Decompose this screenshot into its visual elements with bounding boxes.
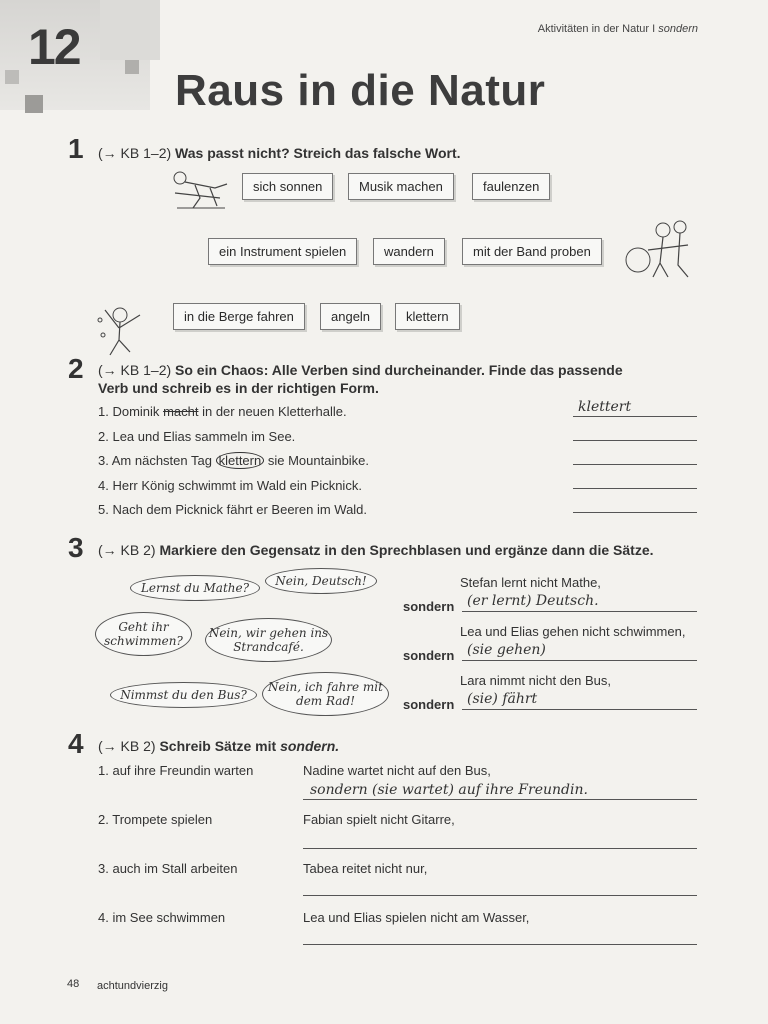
task1-number: 1 bbox=[68, 133, 84, 164]
answer-line[interactable] bbox=[573, 464, 697, 465]
item-text: Nach dem Picknick fährt er Beeren im Wald. bbox=[112, 502, 368, 517]
item-text: Herr König schwimmt im Wald ein Picknick. bbox=[112, 478, 362, 493]
answer-line[interactable] bbox=[462, 611, 697, 612]
speech-bubble: Nein, Deutsch! bbox=[265, 568, 377, 594]
item-number: 1. bbox=[98, 404, 109, 419]
word-card[interactable]: Musik machen bbox=[348, 173, 454, 200]
task4-sentence: Fabian spielt nicht Gitarre, bbox=[303, 812, 455, 827]
page-number: 48 bbox=[67, 978, 80, 990]
speech-bubble: Lernst du Mathe? bbox=[130, 575, 260, 601]
task1-instruction: Was passt nicht? Streich das falsche Wort. bbox=[175, 145, 461, 161]
climber-illustration bbox=[95, 290, 155, 360]
word-card[interactable]: klettern bbox=[395, 303, 460, 330]
decor-square bbox=[25, 95, 43, 113]
speech-bubble: Nein, wir gehen ins Strandcafé. bbox=[205, 618, 332, 662]
task3-heading bbox=[98, 541, 654, 559]
answer-line[interactable] bbox=[462, 709, 697, 710]
item-number: 5. bbox=[98, 502, 109, 517]
word-card[interactable]: wandern bbox=[373, 238, 445, 265]
task2-item bbox=[98, 502, 367, 517]
word-card[interactable]: sich sonnen bbox=[242, 173, 333, 200]
task2-item bbox=[98, 478, 362, 493]
task4-cue bbox=[98, 812, 212, 827]
answer-line[interactable] bbox=[303, 895, 697, 896]
task4-instruction: Schreib Sätze mit bbox=[159, 738, 277, 754]
page-number-word: achtundvierzig bbox=[97, 980, 168, 992]
header-topic bbox=[538, 23, 698, 35]
decor-square bbox=[5, 70, 19, 84]
item-text: Dominik bbox=[112, 404, 160, 419]
item-cue: Trompete spielen bbox=[112, 812, 213, 827]
connector: sondern bbox=[403, 697, 455, 712]
word-card[interactable]: in die Berge fahren bbox=[173, 303, 305, 330]
task1-kb: (→ KB 1–2) bbox=[98, 145, 172, 161]
word-card[interactable]: mit der Band proben bbox=[462, 238, 602, 265]
answer-line[interactable] bbox=[573, 512, 697, 513]
task2-instruction-2: Verb und schreib es in der richtigen Form. bbox=[98, 380, 379, 396]
task2-item bbox=[98, 429, 295, 444]
circled-word: klettern bbox=[216, 452, 265, 469]
task3-sentence: Lea und Elias gehen nicht schwimmen, bbox=[460, 624, 686, 639]
musicians-illustration bbox=[618, 215, 698, 280]
speech-bubble: Geht ihr schwimmen? bbox=[95, 612, 192, 656]
task3-number: 3 bbox=[68, 532, 84, 563]
speech-bubble: Nein, ich fahre mit dem Rad! bbox=[262, 672, 389, 716]
answer-text: (er lernt) Deutsch. bbox=[467, 593, 599, 609]
task4-cue bbox=[98, 861, 237, 876]
answer-text: klettert bbox=[578, 399, 632, 415]
chapter-background-block bbox=[100, 0, 160, 60]
answer-line[interactable] bbox=[462, 660, 697, 661]
connector: sondern bbox=[403, 648, 455, 663]
item-text: Am nächsten Tag bbox=[111, 453, 212, 468]
connector: sondern bbox=[403, 599, 455, 614]
item-text: sie Mountainbike. bbox=[267, 453, 370, 468]
task2-heading bbox=[98, 361, 698, 397]
task2-item bbox=[98, 404, 347, 419]
speech-bubble: Nimmst du den Bus? bbox=[110, 682, 257, 708]
item-number: 3. bbox=[98, 453, 109, 468]
task3-sentence: Lara nimmt nicht den Bus, bbox=[460, 673, 612, 688]
answer-line[interactable] bbox=[303, 944, 697, 945]
item-text: Lea und Elias sammeln im See. bbox=[112, 429, 296, 444]
item-cue: auch im Stall arbeiten bbox=[112, 861, 238, 876]
answer-line[interactable] bbox=[573, 488, 697, 489]
task2-item bbox=[98, 453, 369, 468]
word-card[interactable]: faulenzen bbox=[472, 173, 550, 200]
header-topic-text: Aktivitäten in der Natur I bbox=[537, 23, 656, 35]
task2-number: 2 bbox=[68, 353, 84, 384]
task2-instruction-1: So ein Chaos: Alle Verben sind durcheinander. Finde das passende bbox=[175, 362, 623, 378]
task4-kb: (→ KB 2) bbox=[98, 738, 156, 754]
item-number: 4. bbox=[98, 910, 109, 925]
struck-word: macht bbox=[163, 404, 199, 419]
item-number: 3. bbox=[98, 861, 109, 876]
item-number: 2. bbox=[98, 429, 109, 444]
answer-text: sondern (sie wartet) auf ihre Freundin. bbox=[310, 782, 588, 798]
item-text: in der neuen Kletterhalle. bbox=[202, 404, 347, 419]
answer-line[interactable] bbox=[303, 848, 697, 849]
task4-cue bbox=[98, 910, 225, 925]
header-topic-italic: sondern bbox=[658, 23, 698, 35]
answer-line[interactable] bbox=[573, 440, 697, 441]
answer-text: (sie gehen) bbox=[467, 642, 546, 658]
item-number: 1. bbox=[98, 763, 109, 778]
task3-sentence: Stefan lernt nicht Mathe, bbox=[460, 575, 601, 590]
answer-line[interactable] bbox=[573, 416, 697, 417]
task4-heading bbox=[98, 737, 339, 755]
decor-square bbox=[125, 60, 139, 74]
word-card[interactable]: ein Instrument spielen bbox=[208, 238, 357, 265]
task4-sentence: Tabea reitet nicht nur, bbox=[303, 861, 428, 876]
task2-kb: (→ KB 1–2) bbox=[98, 362, 172, 378]
task1-heading bbox=[98, 144, 461, 162]
task4-instruction-italic: sondern. bbox=[280, 738, 340, 754]
item-number: 4. bbox=[98, 478, 109, 493]
item-number: 2. bbox=[98, 812, 109, 827]
item-cue: auf ihre Freundin warten bbox=[112, 763, 254, 778]
task4-sentence: Nadine wartet nicht auf den Bus, bbox=[303, 763, 491, 778]
task4-cue bbox=[98, 763, 253, 778]
task4-sentence: Lea und Elias spielen nicht am Wasser, bbox=[303, 910, 530, 925]
task3-instruction: Markiere den Gegensatz in den Sprechblasen und ergänze dann die Sätze. bbox=[159, 542, 654, 558]
answer-line[interactable] bbox=[303, 799, 697, 800]
item-cue: im See schwimmen bbox=[112, 910, 226, 925]
task3-kb: (→ KB 2) bbox=[98, 542, 156, 558]
word-card[interactable]: angeln bbox=[320, 303, 381, 330]
answer-text: (sie) fährt bbox=[467, 691, 538, 707]
task4-number: 4 bbox=[68, 728, 84, 759]
page-title: Raus in die Natur bbox=[175, 66, 546, 115]
chapter-number: 12 bbox=[28, 19, 80, 75]
sunbather-illustration bbox=[165, 168, 235, 213]
